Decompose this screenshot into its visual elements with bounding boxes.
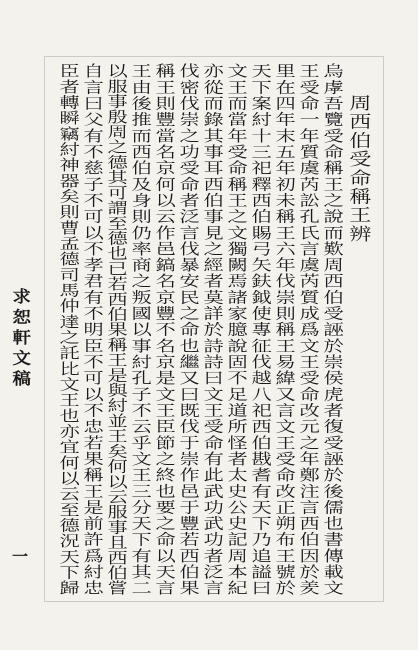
text-column: 王由後推而西伯及身則仍率商之叛國以事紂孔子不云乎文王三分天下有其二 xyxy=(128,63,154,595)
page-number: 一 xyxy=(11,547,28,566)
margin-book-title: 求恕軒文稿 xyxy=(9,288,32,386)
text-column: 王受命一年質虞芮訟孔氏言虞芮質成爲文王受命改元之年鄭注言西伯因於羑 xyxy=(296,63,322,595)
text-column: 天下案紂十三祀釋西伯賜弓矢鈇鉞使專征伐越八祀西伯戡耆有天下乃追謚曰 xyxy=(248,63,274,595)
text-column: 里在四年末五年初未稱王六年伐崇則稱王易緯又言文王受命改正朔布王號於 xyxy=(272,63,298,595)
text-column: 烏虖吾覽受命稱王之說而歎周西伯受誣於崇侯虎者復受誣於後儒也書傳載文 xyxy=(320,63,346,595)
text-column: 亦從而錄其事耳西伯事見之經者莫詳於詩詩曰文王受命有此武功武功者泛言 xyxy=(200,63,226,595)
text-column: 伐密伐崇之功受命者泛言伐暴安民之命也繼又曰既伐于崇作邑于豐若西伯果 xyxy=(176,63,202,595)
text-column: 臣者轉瞬竊紂神器矣則曹孟德司馬仲達之託比文王也亦宜何以云至德況天下歸 xyxy=(56,63,82,595)
text-column: 以服事殷周之德其可謂至德也已若西伯果稱王是與紂並王矣何以云服事且西伯嘗 xyxy=(104,63,130,595)
text-column: 自言曰父有不慈子不可以不孝君有不明臣不可以不忠若果稱王是前許爲紂忠 xyxy=(80,63,106,595)
text-column: 文王而當年受命稱王之文獨闕焉諸家臆說固不足道所怪者太史公史記周本紀 xyxy=(224,63,250,595)
text-column: 稱王則豐當名京何以云作邑鎬名京豐不名京是文王臣節之終也要之命以天言 xyxy=(152,63,178,595)
essay-title: 周西伯受命稱王辨 xyxy=(344,94,370,242)
